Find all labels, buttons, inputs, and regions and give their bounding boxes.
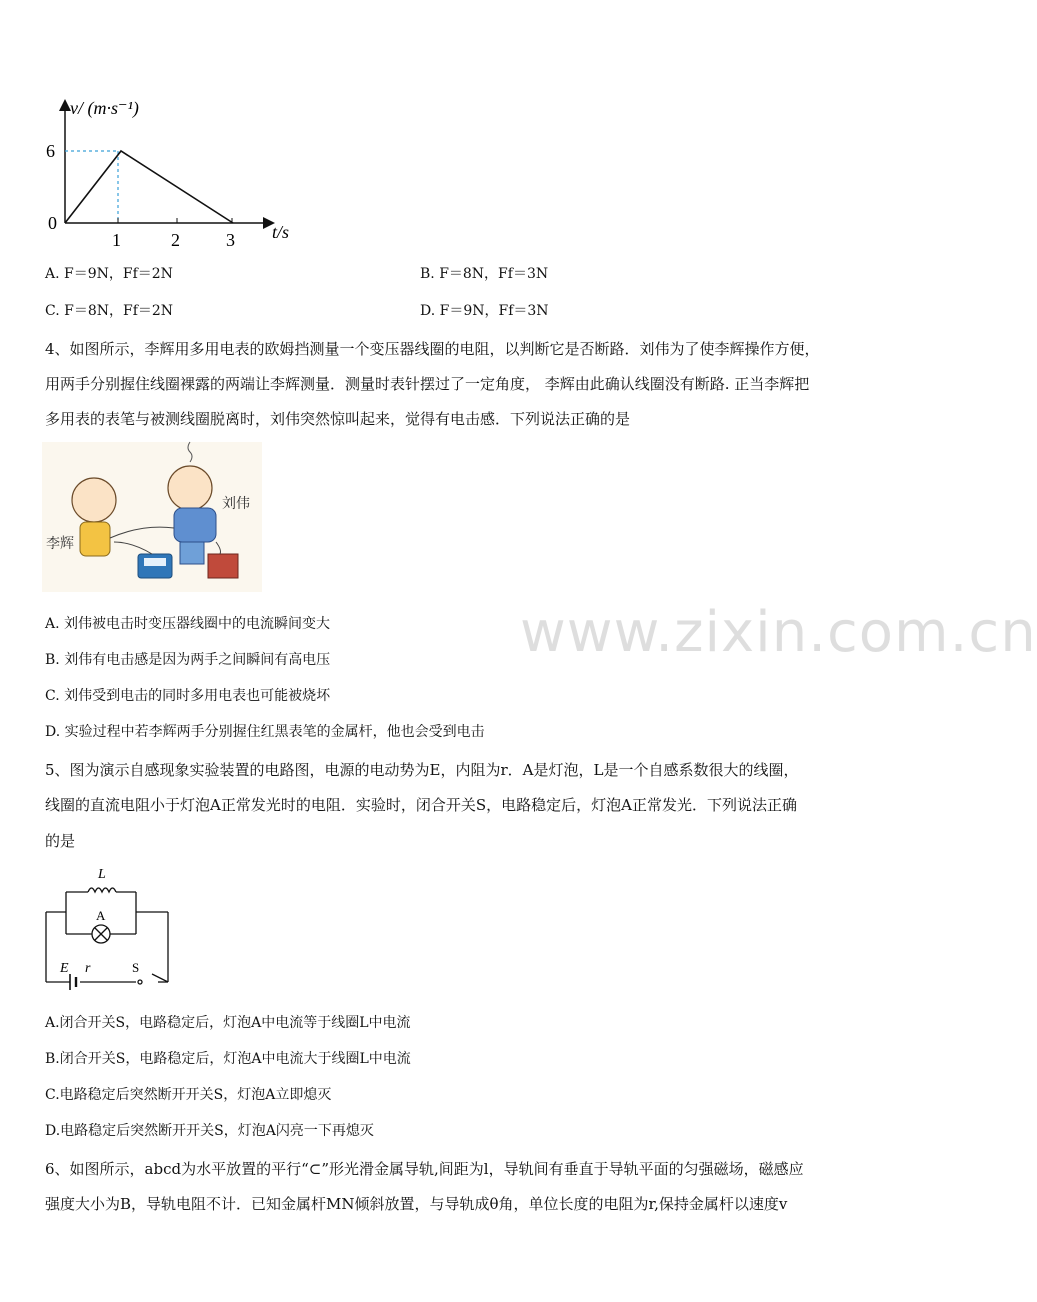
x-tick-2: 2 — [171, 230, 180, 250]
q4-option-b: B. 刘伟有电击感是因为两手之间瞬间有高电压 — [45, 652, 331, 668]
label-liuwei: 刘伟 — [222, 497, 250, 512]
q5-option-c: C.电路稳定后突然断开开关S，灯泡A立即熄灭 — [45, 1087, 332, 1103]
q4-stem-line-1: 4、如图所示，李辉用多用电表的欧姆挡测量一个变压器线圈的电阻，以判断它是否断路．刘伟为了使李辉操作方便， — [45, 340, 820, 358]
q5-option-a: A.闭合开关S，电路稳定后，灯泡A中电流等于线圈L中电流 — [45, 1015, 411, 1031]
q4-illustration — [42, 442, 262, 592]
q4-stem-line-2: 用两手分别握住线圈裸露的两端让李辉测量．测量时表针摆过了一定角度， 李辉由此确认线圈没有断路. 正当李辉把 — [45, 375, 810, 393]
label-S: S — [132, 960, 140, 975]
q4-option-a: A. 刘伟被电击时变压器线圈中的电流瞬间变大 — [45, 616, 331, 632]
q4-stem-line-3: 多用表的表笔与被测线圈脱离时，刘伟突然惊叫起来，觉得有电击感．下列说法正确的是 — [45, 410, 631, 428]
q3-option-d: D. F＝9N，Ff＝3N — [420, 303, 549, 319]
q4-option-c: C. 刘伟受到电击的同时多用电表也可能被烧坏 — [45, 688, 331, 704]
lihui-body — [80, 522, 110, 556]
q4-option-d: D. 实验过程中若李辉两手分别握住红黑表笔的金属杆，他也会受到电击 — [45, 724, 485, 740]
q3-option-a: A. F＝9N，Ff＝2N — [45, 266, 173, 282]
label-E: E — [60, 961, 69, 976]
label-A: A — [96, 908, 106, 923]
y-tick-6: 6 — [46, 141, 55, 161]
origin-label: 0 — [48, 213, 57, 233]
q5-stem-line-1: 5、图为演示自感现象实验装置的电路图，电源的电动势为E，内阻为r．A是灯泡，L是一个自感系数很大的线圈， — [45, 761, 799, 779]
q3-option-b: B. F＝8N，Ff＝3N — [420, 266, 549, 282]
q5-option-d: D.电路稳定后突然断开开关S，灯泡A闪亮一下再熄灭 — [45, 1123, 374, 1139]
x-tick-1: 1 — [112, 230, 121, 250]
liuwei-head — [168, 466, 212, 510]
lihui-head — [72, 478, 116, 522]
q6-stem-line-2: 强度大小为B，导轨电阻不计．已知金属杆MN倾斜放置，与导轨成θ角，单位长度的电阻为r,保持金属杆以速度v — [45, 1195, 788, 1213]
label-lihui: 李辉 — [46, 537, 74, 552]
vt-chart — [40, 90, 310, 250]
q5-stem-line-2: 线圈的直流电阻小于灯泡A正常发光时的电阻．实验时，闭合开关S，电路稳定后，灯泡A正常发光．下列说法正确 — [45, 796, 797, 814]
inductor-coil — [88, 888, 116, 892]
velocity-line — [65, 151, 233, 223]
label-L: L — [98, 867, 106, 882]
watermark: www.zixin.com.cn — [520, 600, 1037, 665]
liuwei-body — [174, 508, 216, 542]
liuwei-legs — [180, 542, 204, 564]
q5-option-b: B.闭合开关S，电路稳定后，灯泡A中电流大于线圈L中电流 — [45, 1051, 411, 1067]
q3-option-c: C. F＝8N，Ff＝2N — [45, 303, 174, 319]
x-tick-3: 3 — [226, 230, 235, 250]
q5-circuit — [40, 862, 180, 1002]
q5-stem-line-3: 的是 — [45, 832, 76, 850]
label-r: r — [85, 961, 91, 976]
x-axis-label: t/s — [272, 222, 290, 242]
transformer — [208, 554, 238, 578]
q6-stem-line-1: 6、如图所示，abcd为水平放置的平行“⊂”形光滑金属导轨,间距为l，导轨间有垂直于导轨平面的匀强磁场，磁感应 — [45, 1160, 804, 1178]
y-axis-label: v/ (m·s⁻¹) — [70, 98, 139, 118]
